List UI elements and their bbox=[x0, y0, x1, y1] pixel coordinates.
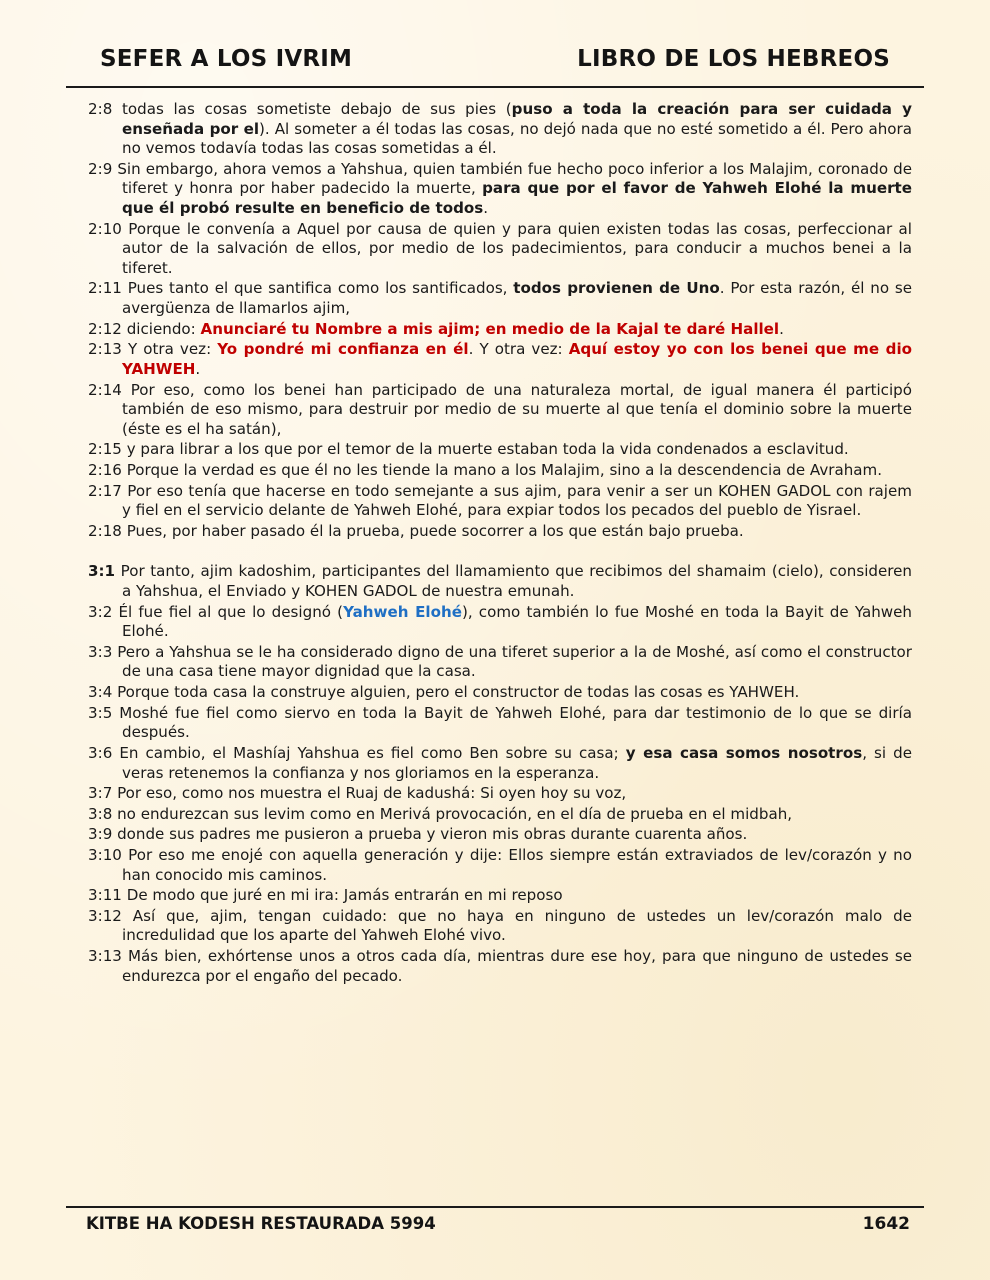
verse-number: 3:12 bbox=[88, 906, 122, 925]
verse-number: 3:3 bbox=[88, 642, 113, 661]
verse-number: 3:11 bbox=[88, 886, 122, 905]
verse-number: 3:6 bbox=[88, 743, 113, 762]
verse-paragraph bbox=[88, 704, 912, 743]
verse-paragraph bbox=[88, 846, 912, 885]
header-left-title: SEFER A LOS IVRIM bbox=[100, 46, 353, 72]
verse-text: Por tanto, ajim kadoshim, participantes del llamamiento que recibimos del shamaim (cielo), consideren a Yahshua, el Enviado y KOHEN GADOL de nuestra emunah. bbox=[115, 562, 912, 601]
verse-number: 2:13 bbox=[88, 340, 122, 359]
verse-text: todas las cosas sometiste debajo de sus pies (puso a toda la creación para ser cuidada y enseñada por el). Al someter a él todas las cosas, no dejó nada que no esté sometido a él. Pero ahora no vemos todavía todas las cosas sometidas a él. bbox=[112, 100, 912, 158]
verse-text: Más bien, exhórtense unos a otros cada día, mientras dure ese hoy, para que ninguno de ustedes se endurezca por el engaño del pecado. bbox=[121, 946, 912, 985]
verse-number: 3:9 bbox=[88, 825, 113, 844]
verse-paragraph bbox=[88, 643, 912, 682]
verse-text: De modo que juré en mi ira: Jamás entrarán en mi reposo bbox=[121, 886, 563, 905]
verse-text: Así que, ajim, tengan cuidado: que no haya en ninguno de ustedes un lev/corazón malo de incredulidad que los aparte del Yahweh Elohé vivo. bbox=[121, 906, 912, 945]
verse-number: 2:16 bbox=[88, 460, 122, 479]
verse-text: Y otra vez: Yo pondré mi confianza en él. Y otra vez: Aquí estoy yo con los benei que me dio YAHWEH. bbox=[121, 340, 913, 378]
verse-text: diciendo: Anunciaré tu Nombre a mis ajim; en medio de la Kajal te daré Hallel. bbox=[121, 319, 784, 338]
verse-paragraph bbox=[88, 440, 912, 460]
verse-number: 3:7 bbox=[88, 784, 113, 803]
verse-list bbox=[58, 100, 932, 986]
verse-paragraph bbox=[88, 381, 912, 440]
verse-paragraph bbox=[88, 683, 912, 703]
verse-number: 2:17 bbox=[88, 481, 122, 500]
verse-number: 2:8 bbox=[88, 100, 113, 118]
verse-text: Moshé fue fiel como siervo en toda la Bayit de Yahweh Elohé, para dar testimonio de lo que se diría después. bbox=[112, 703, 912, 742]
verse-paragraph bbox=[88, 805, 912, 825]
verse-paragraph bbox=[88, 220, 912, 279]
verse-number: 3:8 bbox=[88, 804, 113, 823]
verse-text: Él fue fiel al que lo designó (Yahweh Elohé), como también lo fue Moshé en toda la Bayit de Yahweh Elohé. bbox=[112, 602, 912, 641]
verse-paragraph bbox=[88, 947, 912, 986]
verse-paragraph bbox=[88, 886, 912, 906]
verse-text: no endurezcan sus levim como en Merivá provocación, en el día de prueba en el midbah, bbox=[112, 804, 793, 823]
verse-paragraph bbox=[88, 340, 912, 379]
verse-number: 2:18 bbox=[88, 521, 122, 540]
verse-paragraph bbox=[88, 744, 912, 783]
footer-divider bbox=[66, 1206, 924, 1208]
verse-text: Pues, por haber pasado él la prueba, puede socorrer a los que están bajo prueba. bbox=[121, 521, 744, 540]
verse-text: Por eso me enojé con aquella generación y dije: Ellos siempre están extraviados de lev/corazón y no han conocido mis caminos. bbox=[121, 845, 912, 884]
footer-edition-label: KITBE HA KODESH RESTAURADA 5994 bbox=[86, 1214, 436, 1233]
verse-text: Por eso, como los benei han participado de una naturaleza mortal, de igual manera él participó también de eso mismo, para destruir por medio de su muerte al que tenía el dominio sobre la muerte (éste es el ha satán), bbox=[121, 380, 912, 438]
verse-paragraph bbox=[88, 603, 912, 642]
verse-number: 2:14 bbox=[88, 380, 122, 399]
verse-paragraph bbox=[88, 461, 912, 481]
verse-text: Pues tanto el que santifica como los santificados, todos provienen de Uno. Por esta razón, él no se avergüenza de llamarlos ajim, bbox=[121, 279, 912, 318]
verse-number: 3:1 bbox=[88, 562, 116, 581]
verse-paragraph bbox=[88, 482, 912, 521]
verse-paragraph bbox=[88, 522, 912, 542]
verse-text: En cambio, el Mashíaj Yahshua es fiel como Ben sobre su casa; y esa casa somos nosotros, si de veras retenemos la confianza y nos gloriamos en la esperanza. bbox=[112, 743, 912, 782]
header-divider bbox=[66, 86, 924, 88]
page-header bbox=[58, 46, 932, 72]
verse-text: Porque le convenía a Aquel por causa de quien y para quien existen todas las cosas, perfeccionar al autor de la salvación de ellos, por medio de los padecimientos, para conducir a muchos benei a la tiferet. bbox=[121, 219, 912, 277]
verse-paragraph bbox=[88, 160, 912, 219]
verse-number: 2:15 bbox=[88, 440, 122, 459]
verse-number: 3:10 bbox=[88, 845, 122, 864]
verse-text: Porque la verdad es que él no les tiende la mano a los Malajim, sino a la descendencia de Avraham. bbox=[121, 460, 883, 479]
verse-number: 3:13 bbox=[88, 946, 122, 965]
verse-text: Por eso, como nos muestra el Ruaj de kadushá: Si oyen hoy su voz, bbox=[112, 784, 627, 803]
header-right-title: LIBRO DE LOS HEBREOS bbox=[577, 46, 890, 72]
verse-paragraph bbox=[88, 279, 912, 318]
verse-paragraph bbox=[88, 100, 912, 159]
verse-paragraph bbox=[88, 907, 912, 946]
verse-text: Por eso tenía que hacerse en todo semejante a sus ajim, para venir a ser un KOHEN GADOL con rajem y fiel en el servicio delante de Yahweh Elohé, para expiar todos los pecados del pueblo de Yisrael. bbox=[121, 481, 912, 520]
verse-number: 2:10 bbox=[88, 219, 122, 238]
verse-number: 2:12 bbox=[88, 319, 122, 338]
verse-text: Porque toda casa la construye alguien, pero el constructor de todas las cosas es YAHWEH. bbox=[112, 683, 800, 702]
verse-number: 2:11 bbox=[88, 279, 122, 298]
verse-number: 3:2 bbox=[88, 602, 113, 621]
footer-page-number: 1642 bbox=[862, 1214, 910, 1234]
verse-paragraph bbox=[88, 784, 912, 804]
verse-text: Pero a Yahshua se le ha considerado digno de una tiferet superior a la de Moshé, así como el constructor de una casa tiene mayor dignidad que la casa. bbox=[112, 642, 912, 681]
page-footer bbox=[58, 1206, 932, 1234]
verse-number: 3:4 bbox=[88, 683, 113, 702]
verse-text: Sin embargo, ahora vemos a Yahshua, quien también fue hecho poco inferior a los Malajim, coronado de tiferet y honra por haber padecido la muerte, para que por el favor de Yahweh Elohé la muerte que él probó resulte en beneficio de todos. bbox=[112, 159, 912, 218]
verse-text: donde sus padres me pusieron a prueba y vieron mis obras durante cuarenta años. bbox=[112, 825, 748, 844]
verse-number: 2:9 bbox=[88, 159, 113, 178]
verse-paragraph bbox=[88, 320, 912, 340]
verse-paragraph bbox=[88, 562, 912, 601]
verse-number: 3:5 bbox=[88, 703, 113, 722]
verse-text: y para librar a los que por el temor de la muerte estaban toda la vida condenados a esclavitud. bbox=[121, 440, 849, 459]
verse-paragraph bbox=[88, 825, 912, 845]
